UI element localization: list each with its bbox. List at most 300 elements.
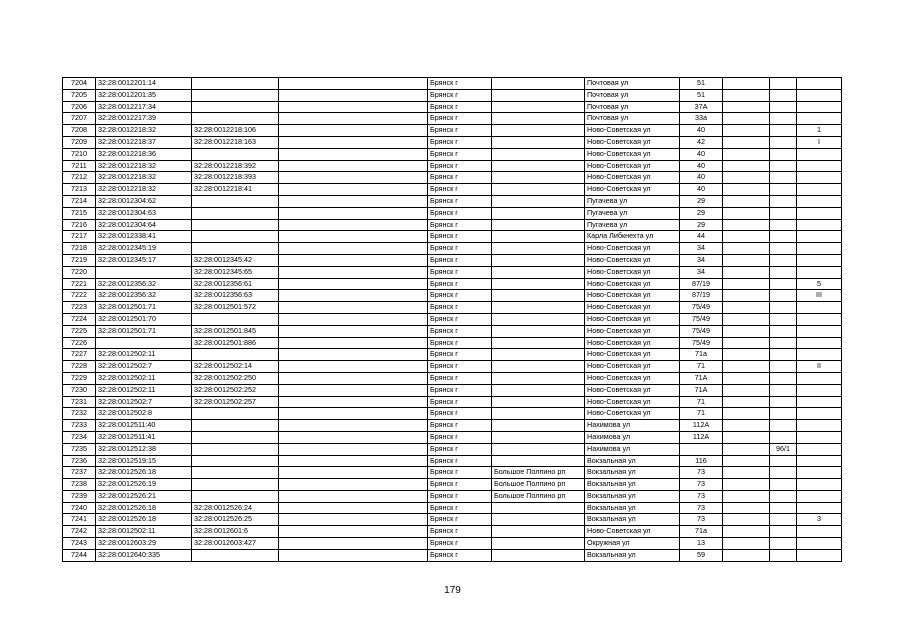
- cell-row-number: 7214: [63, 195, 96, 207]
- cell-settlement: [492, 526, 585, 538]
- cell-row-number: 7233: [63, 420, 96, 432]
- cell-city: Брянск г: [428, 78, 492, 90]
- cell-street: Ново-Советская ул: [585, 325, 680, 337]
- cell-flat: [797, 526, 842, 538]
- cell-row-number: 7211: [63, 160, 96, 172]
- cell-street: Ново-Советская ул: [585, 148, 680, 160]
- cell-street: Вокзальная ул: [585, 479, 680, 491]
- cell-cadastral-number: 32:28:0012512:38: [96, 443, 192, 455]
- cell-blank-column: [279, 243, 428, 255]
- cell-corpus: [770, 502, 797, 514]
- table-row: [63, 490, 842, 502]
- cell-parent-cadastral-number: 32:28:0012345:42: [192, 254, 279, 266]
- cell-corpus: [770, 490, 797, 502]
- cell-flat: [797, 266, 842, 278]
- table-row: [63, 243, 842, 255]
- cell-corpus: [770, 254, 797, 266]
- cell-flat: [797, 337, 842, 349]
- cell-flat: [797, 349, 842, 361]
- cell-flat: [797, 254, 842, 266]
- cell-street: Ново-Советская ул: [585, 266, 680, 278]
- cell-parent-cadastral-number: [192, 195, 279, 207]
- cell-city: Брянск г: [428, 266, 492, 278]
- cell-house-number: 73: [680, 502, 723, 514]
- table-row: [63, 313, 842, 325]
- cell-building: [723, 538, 770, 550]
- cell-blank-column: [279, 349, 428, 361]
- cell-street: Ново-Советская ул: [585, 254, 680, 266]
- cell-flat: [797, 384, 842, 396]
- cell-cadastral-number: 32:28:0012502:11: [96, 526, 192, 538]
- cell-cadastral-number: 32:28:0012526:18: [96, 467, 192, 479]
- cell-blank-column: [279, 549, 428, 561]
- cell-blank-column: [279, 78, 428, 90]
- cell-settlement: Большое Полпино рп: [492, 467, 585, 479]
- cell-flat: [797, 455, 842, 467]
- cell-building: [723, 514, 770, 526]
- cell-settlement: [492, 148, 585, 160]
- cell-cadastral-number: 32:28:0012501:71: [96, 302, 192, 314]
- table-row: [63, 172, 842, 184]
- cell-parent-cadastral-number: 32:28:0012218:392: [192, 160, 279, 172]
- table-row: [63, 207, 842, 219]
- cell-building: [723, 502, 770, 514]
- cell-blank-column: [279, 136, 428, 148]
- cell-flat: [797, 195, 842, 207]
- cell-street: Нахимова ул: [585, 420, 680, 432]
- cell-settlement: [492, 160, 585, 172]
- cell-building: [723, 384, 770, 396]
- cell-city: Брянск г: [428, 514, 492, 526]
- table-row: [63, 125, 842, 137]
- cell-cadastral-number: 32:28:0012511:40: [96, 420, 192, 432]
- cell-row-number: 7227: [63, 349, 96, 361]
- cell-cadastral-number: 32:28:0012511:41: [96, 431, 192, 443]
- cell-blank-column: [279, 396, 428, 408]
- cell-corpus: [770, 431, 797, 443]
- cell-parent-cadastral-number: 32:28:0012218:106: [192, 125, 279, 137]
- cell-street: Ново-Советская ул: [585, 337, 680, 349]
- cell-row-number: 7219: [63, 254, 96, 266]
- cell-cadastral-number: 32:28:0012218:32: [96, 184, 192, 196]
- cell-corpus: [770, 172, 797, 184]
- cell-settlement: [492, 113, 585, 125]
- cell-city: Брянск г: [428, 408, 492, 420]
- cell-row-number: 7212: [63, 172, 96, 184]
- cell-building: [723, 290, 770, 302]
- cell-building: [723, 455, 770, 467]
- cell-city: Брянск г: [428, 455, 492, 467]
- cell-row-number: 7243: [63, 538, 96, 550]
- cell-flat: [797, 302, 842, 314]
- cell-blank-column: [279, 89, 428, 101]
- cell-house-number: 73: [680, 479, 723, 491]
- cell-house-number: 34: [680, 243, 723, 255]
- cell-house-number: 34: [680, 254, 723, 266]
- cell-blank-column: [279, 113, 428, 125]
- cell-blank-column: [279, 160, 428, 172]
- cell-cadastral-number: 32:28:0012502:7: [96, 396, 192, 408]
- cell-blank-column: [279, 502, 428, 514]
- cell-settlement: [492, 207, 585, 219]
- cell-house-number: 87/19: [680, 278, 723, 290]
- cell-settlement: [492, 443, 585, 455]
- cell-row-number: 7225: [63, 325, 96, 337]
- table-row: [63, 349, 842, 361]
- table-row: [63, 526, 842, 538]
- cell-building: [723, 243, 770, 255]
- cell-cadastral-number: 32:28:0012640:335: [96, 549, 192, 561]
- cell-building: [723, 372, 770, 384]
- cell-settlement: [492, 219, 585, 231]
- cell-flat: [797, 443, 842, 455]
- cell-street: Ново-Советская ул: [585, 396, 680, 408]
- cell-blank-column: [279, 443, 428, 455]
- cell-row-number: 7221: [63, 278, 96, 290]
- cell-city: Брянск г: [428, 538, 492, 550]
- cell-building: [723, 254, 770, 266]
- cell-parent-cadastral-number: [192, 479, 279, 491]
- cell-parent-cadastral-number: 32:28:0012501:886: [192, 337, 279, 349]
- cell-cadastral-number: 32:28:0012345:19: [96, 243, 192, 255]
- cell-settlement: [492, 89, 585, 101]
- cell-building: [723, 101, 770, 113]
- cell-row-number: 7206: [63, 101, 96, 113]
- cell-corpus: [770, 243, 797, 255]
- cell-corpus: [770, 325, 797, 337]
- cell-blank-column: [279, 372, 428, 384]
- cell-flat: [797, 420, 842, 432]
- cell-row-number: 7218: [63, 243, 96, 255]
- page-number: 179: [444, 585, 461, 596]
- cell-parent-cadastral-number: [192, 219, 279, 231]
- cell-city: Брянск г: [428, 467, 492, 479]
- cell-house-number: 71а: [680, 349, 723, 361]
- cell-blank-column: [279, 266, 428, 278]
- cell-house-number: 29: [680, 219, 723, 231]
- cell-corpus: [770, 78, 797, 90]
- cell-parent-cadastral-number: [192, 78, 279, 90]
- cell-settlement: Большое Полпино рп: [492, 490, 585, 502]
- cell-building: [723, 349, 770, 361]
- cell-row-number: 7236: [63, 455, 96, 467]
- cell-corpus: [770, 207, 797, 219]
- cell-parent-cadastral-number: 32:28:0012526:25: [192, 514, 279, 526]
- cell-parent-cadastral-number: [192, 89, 279, 101]
- cell-row-number: 7231: [63, 396, 96, 408]
- cell-settlement: [492, 254, 585, 266]
- cell-city: Брянск г: [428, 172, 492, 184]
- cell-parent-cadastral-number: [192, 408, 279, 420]
- cell-settlement: [492, 325, 585, 337]
- cell-parent-cadastral-number: 32:28:0012603:427: [192, 538, 279, 550]
- cell-settlement: [492, 231, 585, 243]
- cell-parent-cadastral-number: 32:28:0012501:845: [192, 325, 279, 337]
- cell-settlement: [492, 349, 585, 361]
- cell-flat: [797, 207, 842, 219]
- cell-settlement: [492, 101, 585, 113]
- cell-city: Брянск г: [428, 502, 492, 514]
- cell-building: [723, 148, 770, 160]
- cell-settlement: [492, 78, 585, 90]
- cell-cadastral-number: 32:28:0012218:32: [96, 125, 192, 137]
- cell-parent-cadastral-number: 32:28:0012218:41: [192, 184, 279, 196]
- cell-flat: [797, 89, 842, 101]
- cell-house-number: 44: [680, 231, 723, 243]
- cell-city: Брянск г: [428, 136, 492, 148]
- cell-house-number: 71: [680, 396, 723, 408]
- cell-flat: [797, 502, 842, 514]
- cell-building: [723, 361, 770, 373]
- cell-row-number: 7204: [63, 78, 96, 90]
- cell-house-number: 51: [680, 78, 723, 90]
- cell-city: Брянск г: [428, 101, 492, 113]
- cell-blank-column: [279, 420, 428, 432]
- cell-parent-cadastral-number: [192, 349, 279, 361]
- cell-row-number: 7244: [63, 549, 96, 561]
- cell-city: Брянск г: [428, 113, 492, 125]
- cell-city: Брянск г: [428, 490, 492, 502]
- cell-city: Брянск г: [428, 160, 492, 172]
- cell-settlement: [492, 372, 585, 384]
- cell-corpus: [770, 184, 797, 196]
- cell-street: Вокзальная ул: [585, 514, 680, 526]
- cell-parent-cadastral-number: [192, 231, 279, 243]
- cell-corpus: [770, 195, 797, 207]
- cell-building: [723, 113, 770, 125]
- cell-city: Брянск г: [428, 243, 492, 255]
- cell-parent-cadastral-number: 32:28:0012218:393: [192, 172, 279, 184]
- cell-row-number: 7238: [63, 479, 96, 491]
- cell-parent-cadastral-number: 32:28:0012356:61: [192, 278, 279, 290]
- cell-parent-cadastral-number: 32:28:0012501:572: [192, 302, 279, 314]
- cell-street: Ново-Советская ул: [585, 372, 680, 384]
- cell-building: [723, 396, 770, 408]
- cell-cadastral-number: 32:28:0012526:19: [96, 479, 192, 491]
- cell-cadastral-number: 32:28:0012218:36: [96, 148, 192, 160]
- cell-building: [723, 207, 770, 219]
- cell-corpus: [770, 361, 797, 373]
- cell-corpus: 96/1: [770, 443, 797, 455]
- cell-corpus: [770, 148, 797, 160]
- cell-settlement: [492, 538, 585, 550]
- cell-cadastral-number: 32:28:0012217:34: [96, 101, 192, 113]
- cell-house-number: 71: [680, 408, 723, 420]
- cell-parent-cadastral-number: [192, 207, 279, 219]
- cell-corpus: [770, 337, 797, 349]
- cell-parent-cadastral-number: 32:28:0012502:257: [192, 396, 279, 408]
- cell-settlement: [492, 408, 585, 420]
- cell-parent-cadastral-number: [192, 243, 279, 255]
- cell-cadastral-number: [96, 266, 192, 278]
- cell-cadastral-number: 32:28:0012218:32: [96, 172, 192, 184]
- cell-flat: [797, 243, 842, 255]
- cell-row-number: 7213: [63, 184, 96, 196]
- cell-flat: [797, 431, 842, 443]
- cell-street: Вокзальная ул: [585, 549, 680, 561]
- cell-row-number: 7207: [63, 113, 96, 125]
- cell-blank-column: [279, 207, 428, 219]
- cell-row-number: 7232: [63, 408, 96, 420]
- cell-corpus: [770, 372, 797, 384]
- cell-building: [723, 184, 770, 196]
- cell-blank-column: [279, 431, 428, 443]
- cell-house-number: 40: [680, 184, 723, 196]
- cell-flat: [797, 184, 842, 196]
- cell-flat: I: [797, 136, 842, 148]
- cell-city: Брянск г: [428, 479, 492, 491]
- cell-settlement: [492, 337, 585, 349]
- cell-row-number: 7220: [63, 266, 96, 278]
- cell-cadastral-number: 32:28:0012502:7: [96, 361, 192, 373]
- cell-flat: [797, 113, 842, 125]
- cell-blank-column: [279, 361, 428, 373]
- cell-flat: [797, 396, 842, 408]
- cell-building: [723, 549, 770, 561]
- cell-parent-cadastral-number: [192, 148, 279, 160]
- cell-house-number: 75/49: [680, 337, 723, 349]
- cell-row-number: 7234: [63, 431, 96, 443]
- table-row: [63, 160, 842, 172]
- cell-street: Ново-Советская ул: [585, 526, 680, 538]
- cell-row-number: 7209: [63, 136, 96, 148]
- cell-street: Ново-Советская ул: [585, 278, 680, 290]
- table-row: [63, 136, 842, 148]
- cell-blank-column: [279, 526, 428, 538]
- cell-blank-column: [279, 302, 428, 314]
- cell-street: Ново-Советская ул: [585, 361, 680, 373]
- cell-city: Брянск г: [428, 254, 492, 266]
- cell-parent-cadastral-number: [192, 490, 279, 502]
- cell-city: Брянск г: [428, 420, 492, 432]
- cell-corpus: [770, 408, 797, 420]
- cell-blank-column: [279, 278, 428, 290]
- cell-house-number: 42: [680, 136, 723, 148]
- cell-street: Почтовая ул: [585, 101, 680, 113]
- cell-building: [723, 302, 770, 314]
- table-row: [63, 455, 842, 467]
- cell-cadastral-number: 32:28:0012526:21: [96, 490, 192, 502]
- table-row: [63, 443, 842, 455]
- cell-flat: [797, 490, 842, 502]
- cell-street: Почтовая ул: [585, 89, 680, 101]
- cell-settlement: [492, 136, 585, 148]
- cell-house-number: 51: [680, 89, 723, 101]
- cell-building: [723, 231, 770, 243]
- cell-house-number: 71: [680, 361, 723, 373]
- cell-city: Брянск г: [428, 549, 492, 561]
- table-row: [63, 514, 842, 526]
- table-row: [63, 195, 842, 207]
- cell-building: [723, 195, 770, 207]
- table-row: [63, 502, 842, 514]
- cell-settlement: [492, 396, 585, 408]
- cell-street: Ново-Советская ул: [585, 313, 680, 325]
- cell-house-number: 71А: [680, 384, 723, 396]
- cell-corpus: [770, 514, 797, 526]
- cell-house-number: 87/19: [680, 290, 723, 302]
- cell-street: Вокзальная ул: [585, 490, 680, 502]
- cell-building: [723, 125, 770, 137]
- cell-flat: 5: [797, 278, 842, 290]
- table-row: [63, 101, 842, 113]
- cell-building: [723, 408, 770, 420]
- cell-settlement: [492, 302, 585, 314]
- cell-corpus: [770, 384, 797, 396]
- cell-city: Брянск г: [428, 125, 492, 137]
- cell-blank-column: [279, 148, 428, 160]
- cell-corpus: [770, 526, 797, 538]
- cell-cadastral-number: 32:28:0012338:41: [96, 231, 192, 243]
- cell-parent-cadastral-number: 32:28:0012502:14: [192, 361, 279, 373]
- registry-table-body: [63, 78, 842, 562]
- cell-row-number: 7237: [63, 467, 96, 479]
- cell-city: Брянск г: [428, 184, 492, 196]
- cell-street: Вокзальная ул: [585, 467, 680, 479]
- cell-city: Брянск г: [428, 325, 492, 337]
- cell-flat: [797, 372, 842, 384]
- cell-city: Брянск г: [428, 278, 492, 290]
- cell-row-number: 7216: [63, 219, 96, 231]
- cell-blank-column: [279, 514, 428, 526]
- cell-street: Ново-Советская ул: [585, 243, 680, 255]
- cell-street: Ново-Советская ул: [585, 125, 680, 137]
- cell-blank-column: [279, 219, 428, 231]
- cell-row-number: 7215: [63, 207, 96, 219]
- table-row: [63, 420, 842, 432]
- cell-cadastral-number: 32:28:0012201:14: [96, 78, 192, 90]
- cell-parent-cadastral-number: [192, 431, 279, 443]
- cell-row-number: 7226: [63, 337, 96, 349]
- cell-row-number: 7210: [63, 148, 96, 160]
- cell-corpus: [770, 160, 797, 172]
- cell-settlement: [492, 431, 585, 443]
- cell-row-number: 7208: [63, 125, 96, 137]
- cell-city: Брянск г: [428, 349, 492, 361]
- table-row: [63, 325, 842, 337]
- cell-row-number: 7217: [63, 231, 96, 243]
- cell-settlement: Большое Полпино рп: [492, 479, 585, 491]
- cell-cadastral-number: 32:28:0012526:18: [96, 514, 192, 526]
- cell-house-number: 112А: [680, 431, 723, 443]
- cell-city: Брянск г: [428, 396, 492, 408]
- cell-house-number: 29: [680, 207, 723, 219]
- cell-settlement: [492, 502, 585, 514]
- table-row: [63, 408, 842, 420]
- cell-house-number: 29: [680, 195, 723, 207]
- cell-blank-column: [279, 101, 428, 113]
- cell-building: [723, 431, 770, 443]
- cell-settlement: [492, 290, 585, 302]
- cell-building: [723, 89, 770, 101]
- cell-flat: [797, 160, 842, 172]
- cell-building: [723, 160, 770, 172]
- cell-cadastral-number: 32:28:0012502:11: [96, 384, 192, 396]
- cell-settlement: [492, 361, 585, 373]
- cell-flat: [797, 538, 842, 550]
- cell-house-number: 13: [680, 538, 723, 550]
- cell-street: Ново-Советская ул: [585, 172, 680, 184]
- cell-parent-cadastral-number: 32:28:0012345:65: [192, 266, 279, 278]
- cell-parent-cadastral-number: [192, 313, 279, 325]
- cell-city: Брянск г: [428, 384, 492, 396]
- cell-building: [723, 526, 770, 538]
- table-row: [63, 538, 842, 550]
- cell-cadastral-number: 32:28:0012356:32: [96, 278, 192, 290]
- cell-house-number: 40: [680, 148, 723, 160]
- cell-flat: [797, 467, 842, 479]
- cell-cadastral-number: 32:28:0012217:39: [96, 113, 192, 125]
